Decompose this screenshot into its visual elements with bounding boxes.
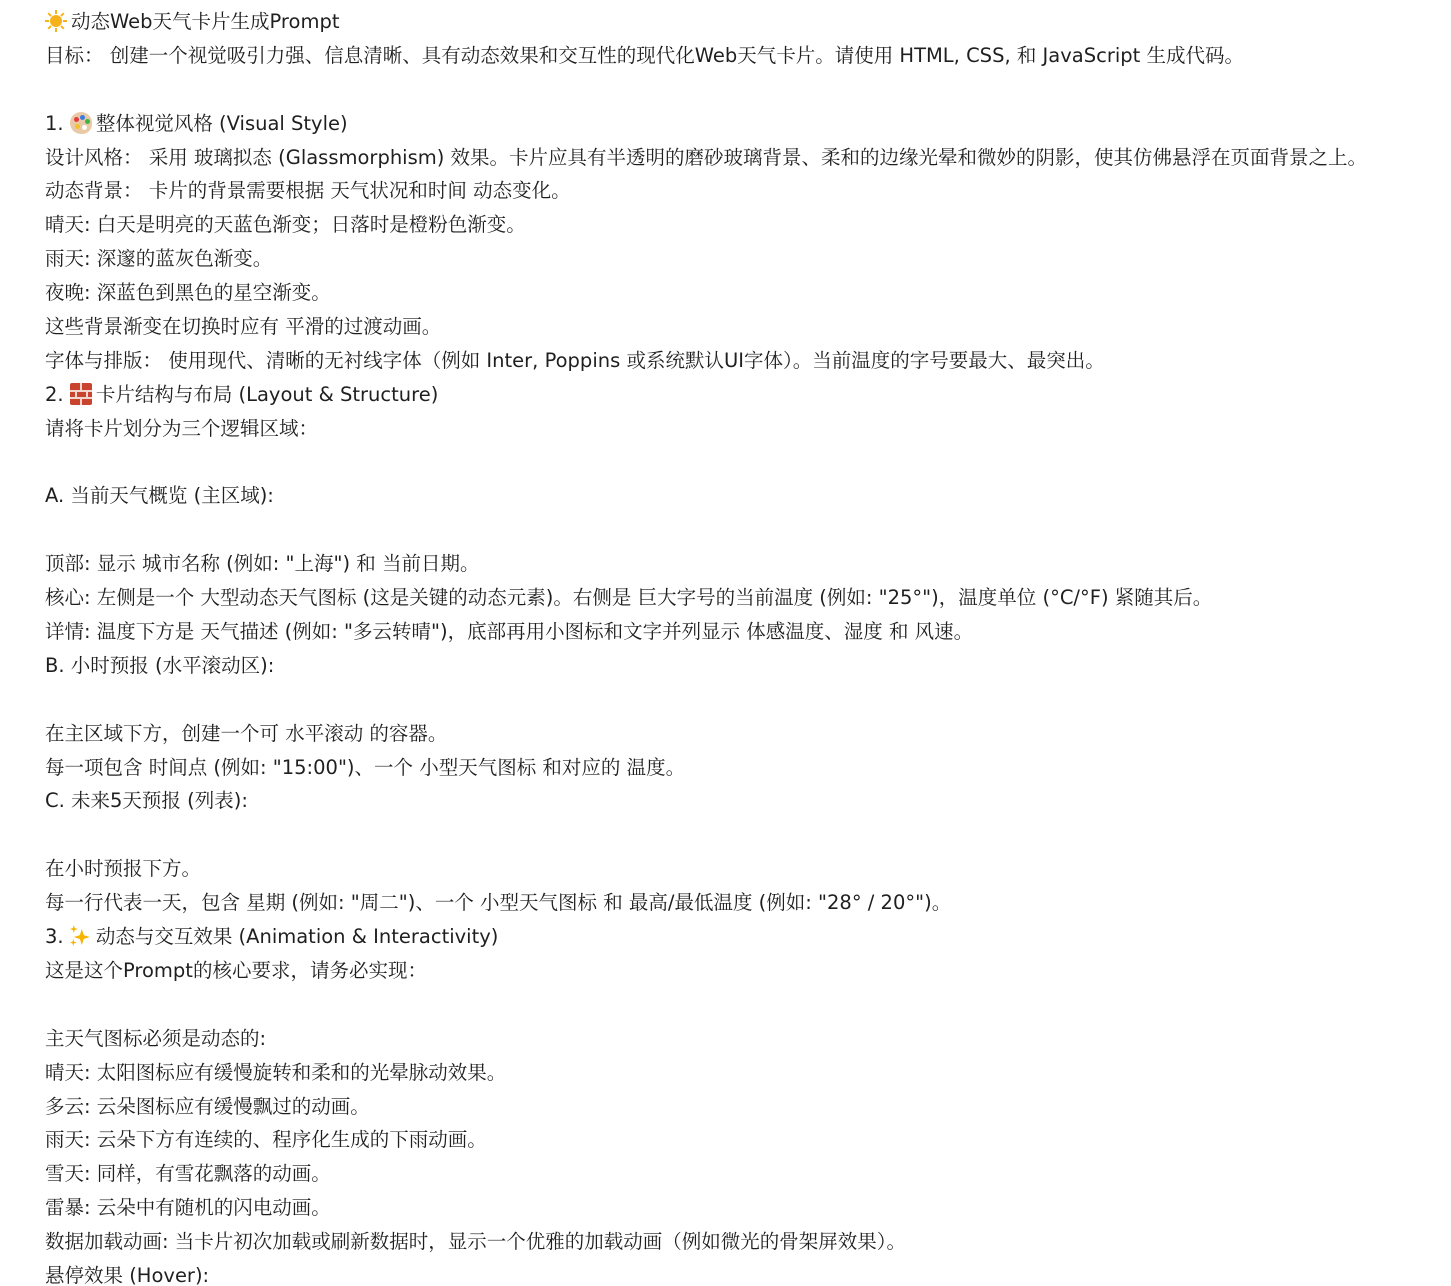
blank-line	[45, 683, 1451, 717]
blank-line	[45, 988, 1451, 1022]
animated-icon-intro-line: 主天气图标必须是动态的:	[45, 1026, 267, 1050]
hourly-container-line: 在主区域下方，创建一个可 水平滚动 的容器。	[45, 721, 448, 745]
section-1-title: 整体视觉风格 (Visual Style)	[95, 111, 348, 135]
section-3-number: 3.	[45, 925, 70, 949]
section-1-number: 1.	[45, 111, 70, 135]
transition-line: 这些背景渐变在切换时应有 平滑的过渡动画。	[45, 315, 442, 339]
typography-line: 字体与排版： 使用现代、清晰的无衬线字体（例如 Inter, Poppins 或系统默认UI字体）。当前温度的字号要最大、最突出。	[45, 348, 1105, 372]
goal-paragraph: 目标： 创建一个视觉吸引力强、信息清晰、具有动态效果和交互性的现代化Web天气卡片。请使用 HTML, CSS, 和 JavaScript 生成代码。	[45, 43, 1244, 67]
cloudy-animation-line: 多云: 云朵图标应有缓慢飘过的动画。	[45, 1094, 370, 1118]
hourly-item-line: 每一项包含 时间点 (例如: "15:00")、一个 小型天气图标 和对应的 温度。	[45, 755, 686, 779]
thunder-animation-line: 雷暴: 云朵中有随机的闪电动画。	[45, 1196, 331, 1220]
loading-animation-line: 数据加载动画: 当卡片初次加载或刷新数据时，显示一个优雅的加载动画（例如微光的骨架屏效果）。	[45, 1230, 907, 1254]
core-area-line: 核心: 左侧是一个 大型动态天气图标 (这是关键的动态元素)。右侧是 巨大字号的当前温度 (例如: "25°")，温度单位 (°C/°F) 紧随其后。	[45, 586, 1213, 610]
prompt-document	[45, 5, 1451, 1286]
details-area-line: 详情: 温度下方是 天气描述 (例如: "多云转晴")，底部再用小图标和文字并列显示 体感温度、湿度 和 风速。	[45, 620, 974, 644]
section-3-heading	[45, 920, 1451, 954]
sunny-animation-line: 晴天: 太阳图标应有缓慢旋转和柔和的光晕脉动效果。	[45, 1060, 507, 1084]
section-2-number: 2.	[45, 382, 70, 406]
sun-emoji-icon	[45, 10, 67, 32]
palette-emoji-icon	[70, 112, 92, 134]
blank-line	[45, 513, 1451, 547]
design-style-line: 设计风格： 采用 玻璃拟态 (Glassmorphism) 效果。卡片应具有半透明的磨砂玻璃背景、柔和的边缘光晕和微妙的阴影，使其仿佛悬浮在页面背景之上。	[45, 145, 1368, 169]
subsection-c-title: C. 未来5天预报 (列表):	[45, 789, 248, 813]
core-requirement-line: 这是这个Prompt的核心要求，请务必实现：	[45, 958, 427, 982]
sunny-background-line: 晴天: 白天是明亮的天蓝色渐变；日落时是橙粉色渐变。	[45, 213, 526, 237]
rainy-background-line: 雨天: 深邃的蓝灰色渐变。	[45, 247, 273, 271]
doc-title-text: 动态Web天气卡片生成Prompt	[71, 10, 340, 33]
blank-line	[45, 818, 1451, 852]
section-1-heading	[45, 107, 1451, 141]
subsection-a-title: A. 当前天气概览 (主区域):	[45, 484, 274, 508]
rain-animation-line: 雨天: 云朵下方有连续的、程序化生成的下雨动画。	[45, 1128, 487, 1152]
dynamic-background-line: 动态背景： 卡片的背景需要根据 天气状况和时间 动态变化。	[45, 179, 571, 203]
daily-row-line: 每一行代表一天，包含 星期 (例如: "周二")、一个 小型天气图标 和 最高/最低温度 (例如: "28° / 20°")。	[45, 891, 952, 915]
night-background-line: 夜晚: 深蓝色到黑色的星空渐变。	[45, 281, 331, 305]
hover-effect-line: 悬停效果 (Hover):	[45, 1263, 210, 1286]
brick-emoji-icon	[70, 383, 92, 405]
doc-title	[45, 5, 1451, 39]
daily-position-line: 在小时预报下方。	[45, 857, 202, 881]
section-2-title: 卡片结构与布局 (Layout & Structure)	[95, 382, 439, 406]
section-3-title: 动态与交互效果 (Animation & Interactivity)	[95, 925, 499, 949]
blank-line	[45, 73, 1451, 107]
layout-intro-line: 请将卡片划分为三个逻辑区域：	[45, 416, 319, 440]
blank-line	[45, 446, 1451, 480]
sparkles-emoji-icon	[70, 925, 92, 947]
top-area-line: 顶部: 显示 城市名称 (例如: "上海") 和 当前日期。	[45, 552, 480, 576]
section-2-heading	[45, 378, 1451, 412]
subsection-b-title: B. 小时预报 (水平滚动区):	[45, 653, 275, 677]
snow-animation-line: 雪天: 同样，有雪花飘落的动画。	[45, 1162, 331, 1186]
